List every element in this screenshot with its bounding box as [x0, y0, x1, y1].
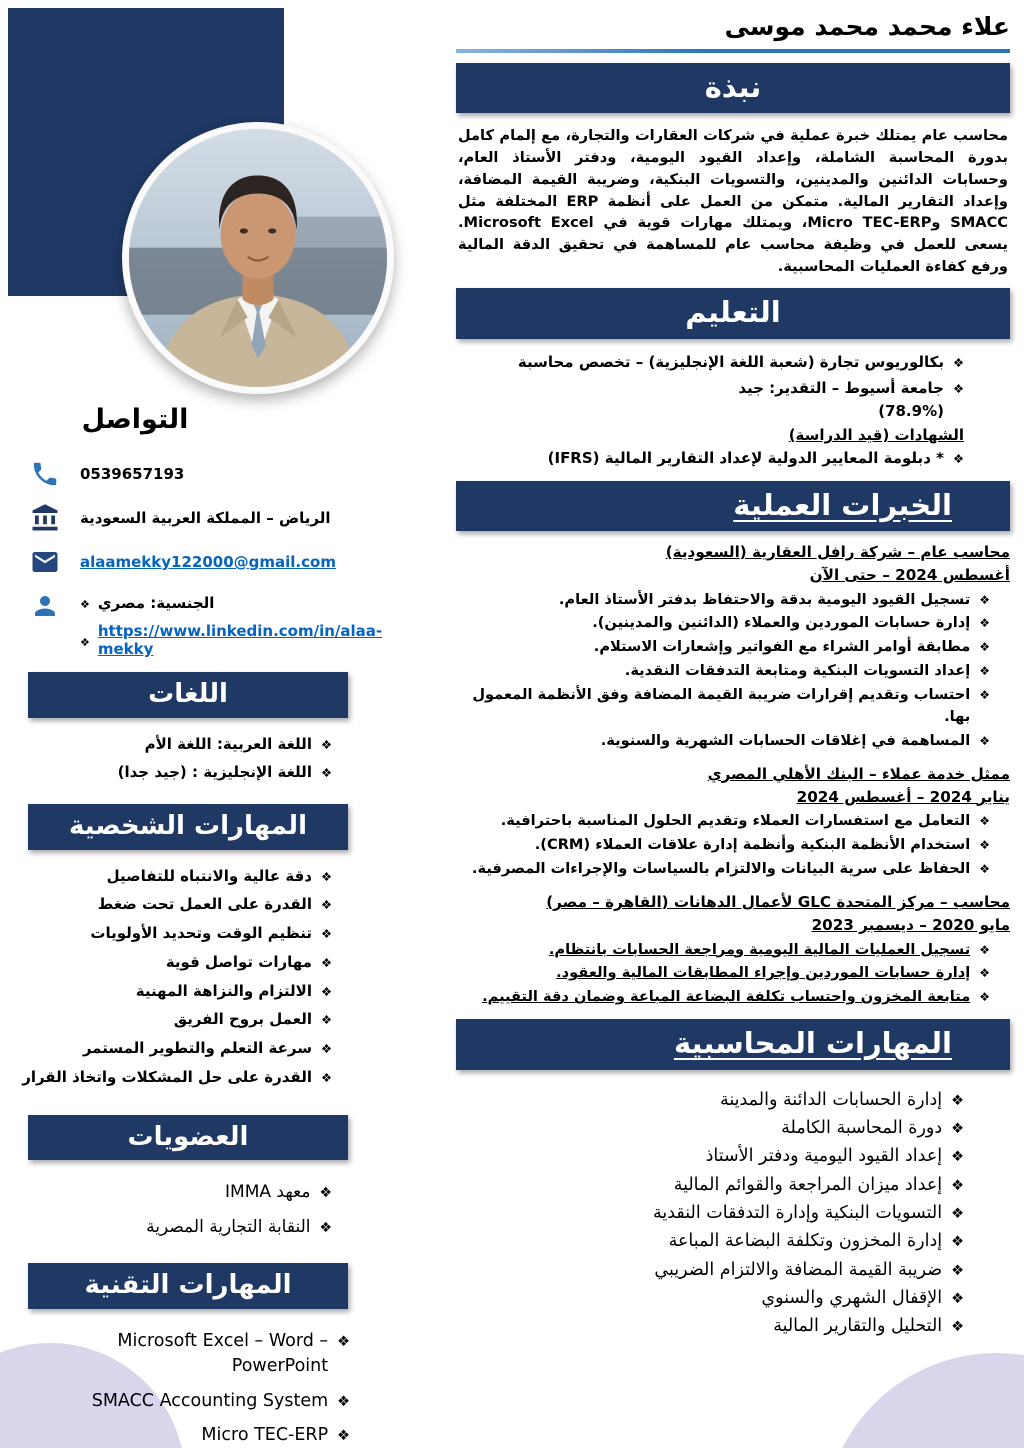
job-period: مايو 2020 – ديسمبر 2023 [811, 915, 1010, 934]
list-item-text: اللغة العربية: اللغة الأم [144, 734, 312, 753]
phone-number: 0539657193 [80, 465, 185, 483]
list-item-text: متابعة المخزون واحتساب تكلفة البضاعة المباعة وضمان دقة التقييم. [482, 988, 971, 1006]
list-item-text: إعداد التسويات البنكية ومتابعة التدفقات النقدية. [624, 662, 971, 680]
profile-row [30, 591, 420, 658]
list-item [456, 1114, 964, 1142]
diamond-bullet-icon [979, 858, 990, 880]
list-item [10, 1067, 332, 1089]
diamond-bullet-icon [320, 1180, 333, 1205]
education-list [460, 351, 964, 424]
education-section [456, 351, 1010, 471]
job-role: محاسب عام – شركة رافل العقارية (السعودية) [665, 542, 1010, 561]
diamond-bullet-icon [979, 986, 990, 1008]
list-item-text: Micro TEC-ERP [201, 1424, 329, 1445]
list-item [456, 1086, 964, 1114]
list-item-text: دقة عالية والانتباه للتفاصيل [106, 866, 312, 885]
section-header-education [456, 288, 1010, 338]
nationality-text: الجنسية: مصري [97, 593, 215, 612]
list-item-text: إعداد القيود اليومية ودفتر الأستاذ [705, 1146, 943, 1167]
list-item [456, 1171, 964, 1199]
list-item-text: النقابة التجارية المصرية [146, 1216, 311, 1237]
contact-title: التواصل [81, 404, 189, 435]
diamond-bullet-icon [979, 730, 990, 752]
diamond-bullet-icon [951, 1086, 964, 1114]
list-item-text: إعداد ميزان المراجعة والقوائم المالية [673, 1174, 943, 1195]
job-role: ممثل خدمة عملاء – البنك الأهلي المصري [707, 764, 1010, 783]
memberships-list [0, 1180, 420, 1239]
list-item-text: استخدام الأنظمة البنكية وأنظمة إدارة علاقات العملاء (CRM). [534, 836, 971, 854]
list-item-text: تسجيل العمليات المالية اليومية ومراجعة الحسابات بانتظام. [548, 940, 971, 958]
list-item-text: مهارات تواصل قوية [165, 952, 312, 971]
list-item [456, 1312, 964, 1340]
list-item [456, 1284, 964, 1312]
diamond-bullet-icon [979, 636, 990, 658]
list-item-text: * دبلومة المعايير الدولية لإعداد التقارير المالية (IFRS) [547, 449, 944, 468]
section-header-accounting-skills [456, 1019, 1010, 1069]
job-entry [456, 541, 1010, 752]
list-item-text: التسويات البنكية وإدارة التدفقات النقدية [652, 1203, 943, 1224]
diamond-bullet-icon [953, 447, 964, 470]
list-item [10, 952, 332, 974]
list-item [10, 1180, 332, 1205]
diamond-bullet-icon [320, 1215, 333, 1240]
list-item [460, 447, 964, 470]
list-item-text: جامعة أسيوط – التقدير: جيد (78.9%) [738, 378, 944, 421]
list-item [456, 1227, 964, 1255]
diamond-bullet-icon [953, 351, 964, 374]
list-item [456, 962, 990, 984]
list-item [10, 923, 332, 945]
list-item [10, 1038, 332, 1060]
certificates-list [460, 447, 964, 470]
diamond-bullet-icon [951, 1114, 964, 1142]
list-item-text: القدرة على العمل تحت ضغط [97, 895, 312, 914]
diamond-bullet-icon [321, 981, 332, 1003]
list-item [46, 1329, 350, 1380]
diamond-bullet-icon [951, 1256, 964, 1284]
list-item [46, 1423, 350, 1448]
phone-icon [30, 459, 60, 489]
list-item [10, 762, 332, 784]
linkedin-link[interactable]: https://www.linkedin.com/in/alaa-mekky [97, 622, 383, 658]
phone-row [30, 459, 420, 489]
list-item-text: إدارة حسابات الموردين وإجراء المطابقات المالية والعقود. [556, 964, 971, 982]
contact-section [0, 459, 420, 658]
list-item [456, 612, 990, 634]
list-item-text: إدارة الحسابات الدائنة والمدينة [719, 1089, 943, 1110]
section-title: المهارات المحاسبية [673, 1026, 952, 1061]
diamond-bullet-icon [321, 1067, 332, 1089]
email-row [30, 547, 420, 577]
diamond-bullet-icon [321, 1038, 332, 1060]
diamond-bullet-icon [337, 1329, 350, 1354]
list-item-text: SMACC Accounting System [91, 1390, 329, 1411]
diamond-bullet-icon [951, 1142, 964, 1170]
list-item-text: تسجيل القيود اليومية بدقة والاحتفاظ بدفتر الأستاذ العام. [558, 590, 971, 608]
summary-text: محاسب عام يمتلك خبرة عملية في شركات العقارات والتجارة، مع إلمام كامل بدورة المحاسبة الشاملة، وإعداد القيود اليومية، ودفتر الأستاذ العام، وحسابات الدائنين والمدينين، والتسويات البنكية، وضريبة القيمة المضافة، وإعداد التقارير المالية. متمكن من العمل على أنظمة ERP المختلفة مثل SMACC وMicro TEC-ERP، ويمتلك مهارات قوية في Microsoft Excel. يسعى للعمل في وظيفة محاسب عام للمساهمة في تحقيق الدقة المالية ورفع كفاءة العمليات المحاسبية. [458, 126, 1008, 276]
job-bullet-list [456, 939, 1010, 1009]
main-column [420, 0, 1024, 1448]
list-item [456, 1256, 964, 1284]
list-item [10, 1215, 332, 1240]
list-item [456, 986, 990, 1008]
profile-details [80, 591, 420, 658]
list-item-text: الإقفال الشهري والسنوي [761, 1288, 943, 1309]
list-item-text: العمل بروح الفريق [173, 1010, 312, 1029]
job-role: محاسب – مركز المتحدة GLC لأعمال الدهانات (القاهرة – مصر) [546, 893, 1010, 911]
diamond-bullet-icon [951, 1227, 964, 1255]
section-title: اللغات [148, 679, 228, 709]
sidebar-column [0, 0, 420, 1448]
diamond-bullet-icon [80, 593, 90, 612]
diamond-bullet-icon [979, 810, 990, 832]
section-title: الخبرات العملية [733, 487, 952, 522]
diamond-bullet-icon [951, 1171, 964, 1199]
name-underline-rule [456, 49, 1010, 53]
section-header-memberships [28, 1115, 348, 1161]
section-header-summary [456, 63, 1010, 113]
section-title: نبذة [704, 69, 762, 104]
job-period: يناير 2024 – أغسطس 2024 [796, 787, 1010, 806]
list-item [456, 858, 990, 880]
diamond-bullet-icon [979, 612, 990, 634]
technical-skills-list [0, 1329, 420, 1448]
section-title: المهارات الشخصية [69, 811, 307, 841]
diamond-bullet-icon [979, 962, 990, 984]
languages-list [0, 734, 420, 785]
list-item-text: مطابقة أوامر الشراء مع الفواتير وإشعارات الاستلام. [593, 638, 971, 656]
list-item-text: اللغة الإنجليزية : (جيد جدا) [117, 763, 312, 782]
section-header-languages [28, 672, 348, 718]
diamond-bullet-icon [951, 1312, 964, 1340]
list-item-text: التحليل والتقارير المالية [773, 1316, 943, 1337]
nationality-item [80, 593, 420, 612]
diamond-bullet-icon [321, 734, 332, 756]
job-entry [456, 763, 1010, 880]
section-header-technical-skills [28, 1263, 348, 1309]
list-item [10, 894, 332, 916]
list-item [456, 730, 990, 752]
diamond-bullet-icon [321, 866, 332, 888]
list-item [456, 939, 990, 961]
diamond-bullet-icon [953, 377, 964, 400]
list-item [456, 834, 990, 856]
diamond-bullet-icon [321, 923, 332, 945]
diamond-bullet-icon [80, 631, 90, 650]
list-item [456, 684, 990, 728]
section-title: التعليم [685, 295, 781, 330]
list-item [456, 660, 990, 682]
list-item [46, 1389, 350, 1414]
list-item-text: بكالوريوس تجارة (شعبة اللغة الإنجليزية) – تخصص محاسبة [517, 352, 944, 371]
diamond-bullet-icon [337, 1423, 350, 1448]
section-title: المهارات التقنية [84, 1270, 292, 1301]
job-period: أغسطس 2024 – حتى الآن [809, 565, 1010, 584]
envelope-icon [30, 547, 60, 577]
diamond-bullet-icon [321, 952, 332, 974]
section-header-personal-skills [28, 804, 348, 850]
list-item [460, 377, 964, 424]
diamond-bullet-icon [951, 1199, 964, 1227]
bank-icon [30, 503, 60, 533]
diamond-bullet-icon [979, 834, 990, 856]
certificates-heading: الشهادات (قيد الدراسة) [788, 426, 964, 445]
list-item-text: ضريبة القيمة المضافة والالتزام الضريبي [654, 1259, 943, 1280]
job-entry [456, 891, 1010, 1008]
list-item [456, 589, 990, 611]
list-item [456, 636, 990, 658]
list-item [456, 1142, 964, 1170]
accounting-skills-list [456, 1086, 1010, 1341]
email-link[interactable]: alaamekky122000@gmail.com [80, 553, 336, 571]
list-item-text: القدرة على حل المشكلات واتخاذ القرار [22, 1067, 312, 1086]
list-item-text: التعامل مع استفسارات العملاء وتقديم الحلول المناسبة باحترافية. [500, 812, 971, 830]
list-item-text: احتساب وتقديم إقرارات ضريبة القيمة المضافة وفق الأنظمة المعمول بها. [472, 686, 971, 725]
diamond-bullet-icon [321, 894, 332, 916]
diamond-bullet-icon [321, 762, 332, 784]
list-item-text: إدارة حسابات الموردين والعملاء (الدائنين والمدينين). [592, 614, 971, 632]
list-item [10, 981, 332, 1003]
diamond-bullet-icon [979, 660, 990, 682]
list-item-text: تنظيم الوقت وتحديد الأولويات [90, 924, 312, 942]
list-item-text: معهد IMMA [225, 1182, 311, 1202]
section-title: العضويات [127, 1121, 249, 1152]
candidate-name: علاء محمد محمد موسى [724, 12, 1010, 41]
diamond-bullet-icon [321, 1009, 332, 1031]
list-item [456, 1199, 964, 1227]
job-bullet-list [456, 589, 1010, 752]
location-text: الرياض – المملكة العربية السعودية [80, 509, 331, 527]
list-item-text: الالتزام والنزاهة المهنية [135, 981, 312, 1000]
list-item-text: المساهمة في إغلاقات الحسابات الشهرية والسنوية. [600, 731, 971, 749]
list-item-text: دورة المحاسبة الكاملة [781, 1118, 943, 1138]
list-item [10, 866, 332, 888]
section-header-experience [456, 481, 1010, 531]
diamond-bullet-icon [337, 1389, 350, 1414]
person-icon [30, 591, 60, 621]
list-item-text: الحفاظ على سرية البيانات والالتزام بالسياسات والإجراءات المصرفية. [471, 860, 971, 878]
diamond-bullet-icon [979, 684, 990, 706]
list-item [10, 1009, 332, 1031]
diamond-bullet-icon [979, 589, 990, 611]
location-row [30, 503, 420, 533]
linkedin-item [80, 622, 420, 658]
list-item-text: Microsoft Excel – Word – PowerPoint [117, 1330, 329, 1377]
personal-skills-list [0, 866, 420, 1089]
list-item-text: سرعة التعلم والتطوير المستمر [82, 1039, 312, 1057]
diamond-bullet-icon [979, 939, 990, 961]
list-item [10, 734, 332, 756]
job-bullet-list [456, 810, 1010, 880]
list-item [460, 351, 964, 374]
experience-section [456, 541, 1010, 1008]
diamond-bullet-icon [951, 1284, 964, 1312]
list-item-text: إدارة المخزون وتكلفة البضاعة المباعة [668, 1231, 943, 1252]
list-item [456, 810, 990, 832]
